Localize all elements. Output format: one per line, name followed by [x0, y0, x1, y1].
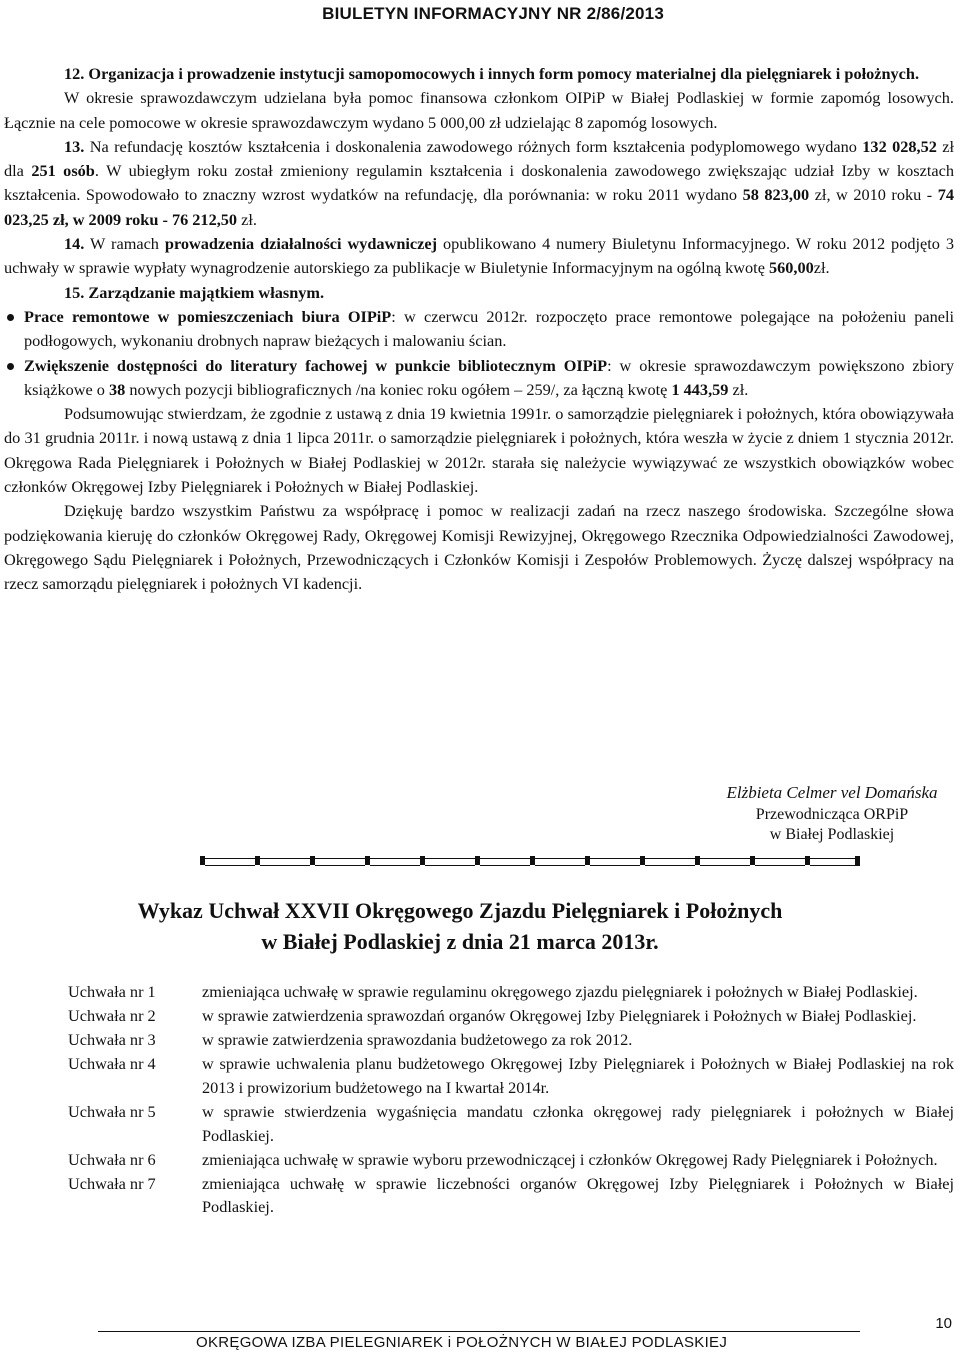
signature-name: Elżbieta Celmer vel Domańska — [726, 783, 938, 802]
list-item — [4, 1148, 954, 1172]
list-item — [4, 1028, 954, 1052]
resolution-label: Uchwała nr 6 — [68, 1149, 156, 1169]
resolutions-list — [4, 980, 954, 1219]
section-12-heading: 12. Organizacja i prowadzenie instytucji samopomocowych i innych form pomocy materialnej dla pielęgniarek i położnych. — [64, 64, 920, 83]
resolution-text: w sprawie stwierdzenia wygaśnięcia mandatu członka okręgowej rady pielęgniarek i położnych w Białej Podlaskiej. — [202, 1101, 954, 1145]
list-item — [4, 1004, 954, 1028]
resolution-text: zmieniająca uchwałę w sprawie wyboru przewodniczącej i członków Okręgowej Rady Pielęgniarek i Położnych. — [202, 1149, 938, 1169]
list-item: Prace remontowe w pomieszczeniach biura OIPiP: w czerwcu 2012r. rozpoczęto prace remontowe polegające na położeniu paneli podłogowych, wykonaniu drobnych napraw bieżących i malowaniu ścian. — [4, 305, 954, 354]
signature-place: w Białej Podlaskiej — [769, 826, 895, 843]
closing-paragraph-1: Podsumowując stwierdzam, że zgodnie z ustawą z dnia 19 kwietnia 1991r. o samorządzie pielęgniarek i położnych, która obowiązywała do 31 grudnia 2011r. i nową ustawą z dnia 1 lipca 2011r. o samorządzie pielęgniarek i położnych, która weszła w życie z dniem 1 stycznia 2012r. Okręgowa Rada Pielęgniarek i Położnych w Białej Podlaskiej w 2012r. starała się należycie wywiązywać ze wszystkich obowiązków wobec członków Okręgowej Izby Pielęgniarek i Położnych w Białej Podlaskiej. — [4, 404, 954, 497]
report-body — [4, 62, 954, 597]
section-13-number: 13. — [64, 136, 85, 156]
list-item — [4, 1100, 954, 1147]
signature-block — [710, 783, 954, 845]
resolution-label: Uchwała nr 4 — [68, 1054, 156, 1074]
resolution-label: Uchwała nr 3 — [68, 1030, 156, 1050]
bullet-icon — [7, 314, 14, 321]
resolution-text: zmieniająca uchwałę w sprawie liczebności organów Okręgowej Izby Pielęgniarek i Położnych w Białej Podlaskiej. — [202, 1173, 954, 1217]
section-15-heading: 15. Zarządzanie majątkiem własnym. — [64, 282, 325, 302]
list-item — [4, 1052, 954, 1099]
resolution-text: w sprawie zatwierdzenia sprawozdania budżetowego za rok 2012. — [202, 1030, 633, 1050]
bullet-icon — [7, 363, 14, 370]
resolution-label: Uchwała nr 1 — [68, 982, 156, 1001]
page-number: 10 — [935, 1315, 952, 1332]
list-item: Zwiększenie dostępności do literatury fachowej w punkcie bibliotecznym OIPiP: w okresie sprawozdawczym powiększono zbiory książkowe o 38 nowych pozycji bibliograficznych /na koniec roku ogółem – 259/, za łączną kwotę 1 443,59 zł. — [4, 354, 954, 403]
closing-paragraph-2: Dziękuję bardzo wszystkim Państwu za współpracę i pomoc w realizacji zadań na rzecz naszego środowiska. Szczególne słowa podziękowania kieruję do członków Okręgowej Rady, Okręgowej Komisji Rewizyjnej, Okręgowego Rzecznika Odpowiedzialności Zawodowej, Okręgowego Sądu Pielęgniarek i Położnych, Przewodniczących i Członków Komisji i Zespołów Problemowych. Życzę dalszej współpracy na rzecz samorządu pielęgniarek i położnych VI kadencji. — [4, 501, 954, 594]
section-15-list — [4, 305, 954, 402]
resolutions-title: Wykaz Uchwał XXVII Okręgowego Zjazdu Pielęgniarek i Położnych w Białej Podlaskiej z dnia 21 marca 2013r. — [137, 898, 783, 954]
signature-role: Przewodnicząca ORPiP — [755, 806, 909, 823]
list-item — [4, 980, 954, 1004]
section-13-paragraph: 13. Na refundację kosztów kształcenia i doskonalenia zawodowego różnych form kształcenia podyplomowego wydano 132 028,52 zł dla 251 osób. W ubiegłym roku został zmieniony regulamin kształcenia i doskonalenia zawodowego zwiększając udział Izby w kosztach kształcenia. Spowodowało to znaczny wzrost wydatków na refundację, dla porównania: w roku 2011 wydano 58 823,00 zł, w 2010 roku - 74 023,25 zł, w 2009 roku - 76 212,50 zł. — [4, 136, 955, 229]
section-14-number: 14. — [64, 234, 85, 254]
resolution-text: w sprawie zatwierdzenia sprawozdań organów Okręgowej Izby Pielęgniarek i Położnych w Białej Podlaskiej. — [202, 1006, 917, 1026]
resolution-text: zmieniająca uchwałę w sprawie regulaminu okręgowego zjazdu pielęgniarek i położnych w Białej Podlaskiej. — [202, 982, 918, 1001]
page-footer: OKRĘGOWA IZBA PIELEGNIAREK i POŁOŻNYCH W BIAŁEJ PODLASKIEJ — [196, 1334, 728, 1351]
list-item — [4, 1172, 954, 1219]
page-header: BIULETYN INFORMACYJNY NR 2/86/2013 — [322, 4, 664, 23]
footer-divider — [98, 1331, 860, 1332]
resolution-text: w sprawie uchwalenia planu budżetowego Okręgowej Izby Pielęgniarek i Położnych w Białej Podlaskiej na rok 2013 i prowizorium budżetowego na I kwartał 2014r. — [202, 1054, 954, 1097]
resolution-label: Uchwała nr 2 — [68, 1006, 156, 1026]
section-12-paragraph: W okresie sprawozdawczym udzielana była pomoc finansowa członkom OIPiP w Białej Podlaskiej w formie zapomóg losowych. Łącznie na cele pomocowe w okresie sprawozdawczym wydano 5 000,00 zł udzielając 8 zapomóg losowych. — [4, 88, 954, 132]
resolution-label: Uchwała nr 5 — [68, 1101, 156, 1121]
decorative-divider — [200, 854, 860, 868]
section-14-paragraph: 14. W ramach prowadzenia działalności wydawniczej opublikowano 4 numery Biuletynu Informacyjnego. W roku 2012 podjęto 3 uchwały w sprawie wypłaty wynagrodzenie autorskiego za publikacje w Biuletynie Informacyjnym na ogólną kwotę 560,00zł. — [4, 234, 954, 278]
resolution-label: Uchwała nr 7 — [68, 1173, 156, 1193]
